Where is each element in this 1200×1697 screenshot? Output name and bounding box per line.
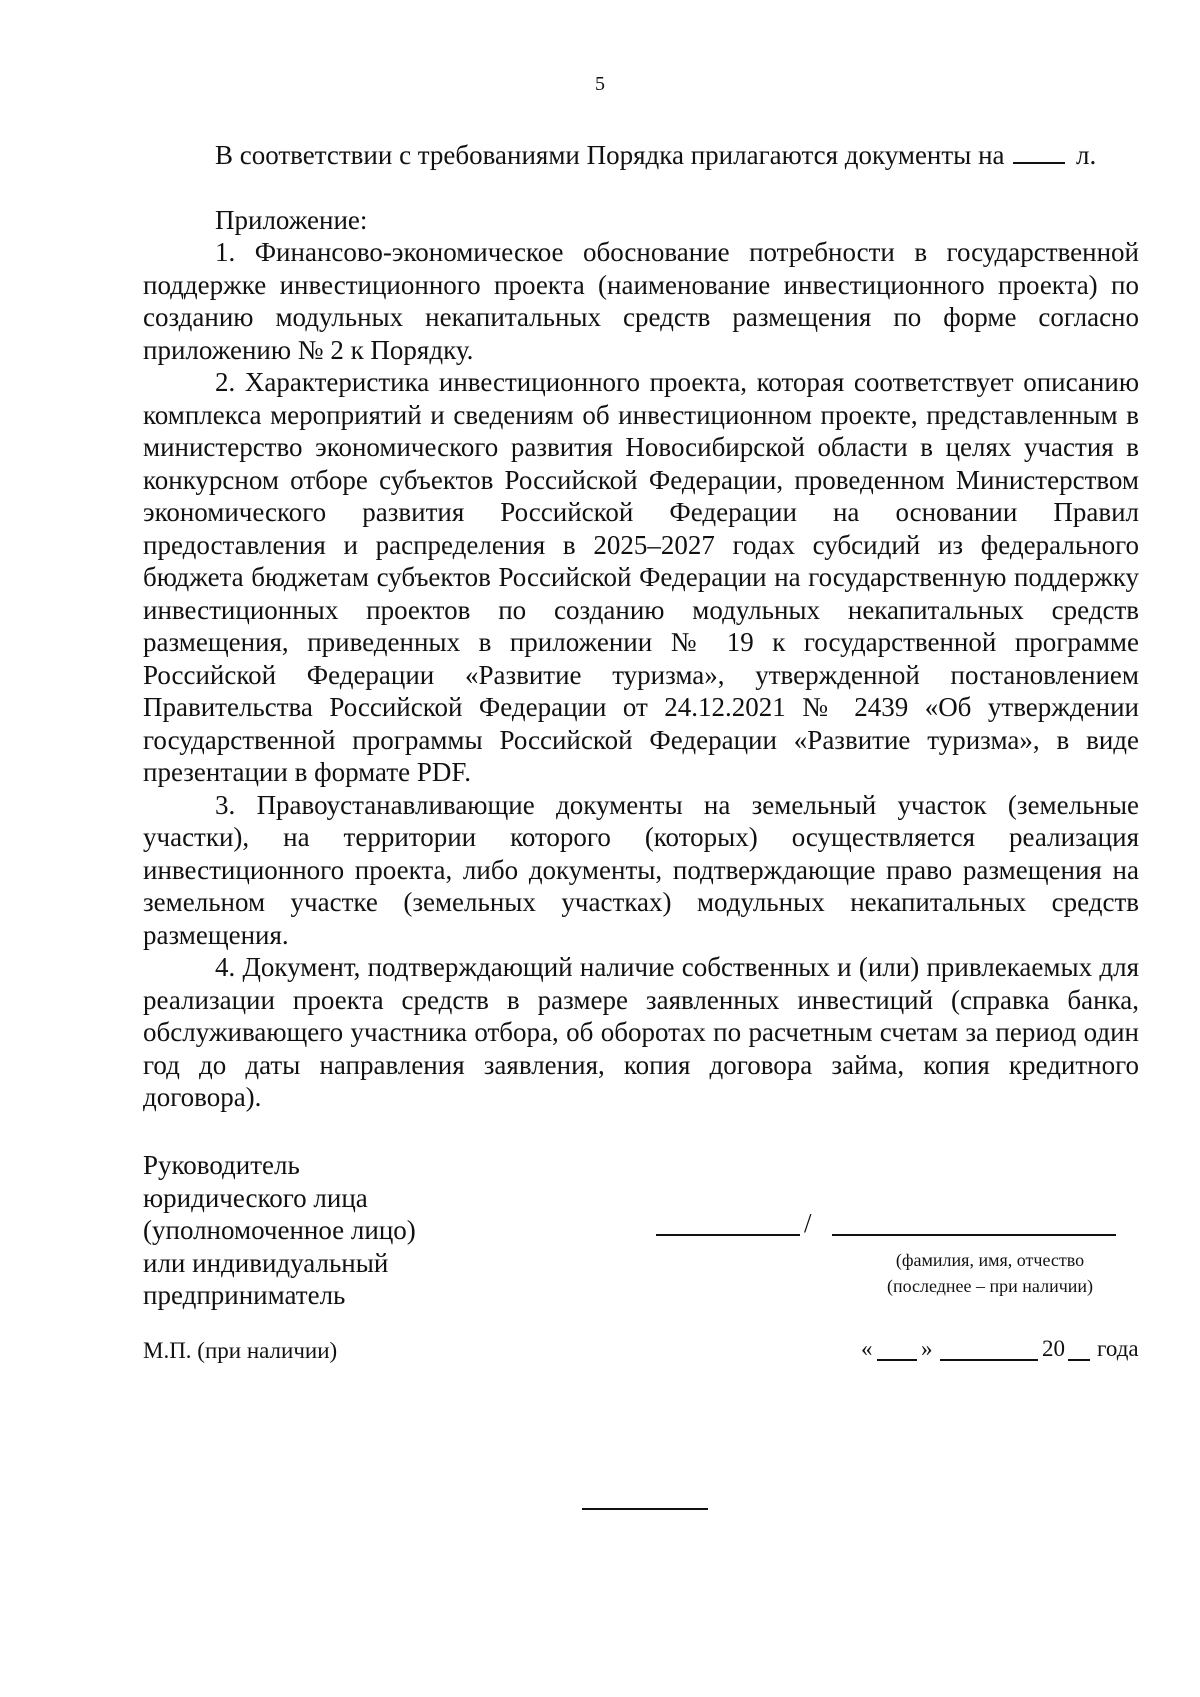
intro-text: В соответствии с требованиями Порядка прилагаются документы на bbox=[215, 140, 1005, 170]
appendix-item-1: 1. Финансово-экономическое обоснование потребности в государственной поддержке инвестиционного проекта (наименование инвестиционного проекта) по созданию модульных некапитальных средств размещения по форме согласно приложению № 2 к Порядку. bbox=[143, 237, 1139, 365]
document-body bbox=[143, 139, 1139, 1114]
full-name-blank bbox=[832, 1234, 1116, 1236]
signer-title bbox=[143, 1149, 443, 1312]
full-name-caption-line2: (последнее – при наличии) bbox=[886, 1276, 1094, 1296]
signer-line: юридического лица bbox=[143, 1182, 368, 1213]
date-year-suffix: года bbox=[1097, 1336, 1139, 1361]
signer-line: Руководитель bbox=[143, 1150, 300, 1180]
intro-suffix: л. bbox=[1076, 140, 1097, 170]
date-year-blank bbox=[1068, 1359, 1090, 1361]
appendix-item-3: 3. Правоустанавливающие документы на земельный участок (земельные участки), на территории которого (которых) осуществляется реализация инвестиционного проекта, либо документы, подтверждающие право размещения на земельном участке (земельных участках) модульных некапитальных средств размещения. bbox=[143, 789, 1139, 950]
date-close-quote: » bbox=[921, 1336, 933, 1361]
signature-slash: / bbox=[804, 1208, 812, 1238]
signature-blank bbox=[656, 1234, 800, 1236]
appendix-heading: Приложение: bbox=[215, 204, 368, 235]
page-number: 5 bbox=[595, 73, 605, 95]
date-day-blank bbox=[877, 1359, 917, 1361]
signer-line: (уполномоченное лицо) bbox=[143, 1215, 416, 1245]
date-month-blank bbox=[940, 1359, 1038, 1361]
full-name-caption-line1: (фамилия, имя, отчество bbox=[895, 1250, 1085, 1270]
date-open-quote: « bbox=[861, 1336, 873, 1361]
intro-paragraph bbox=[143, 139, 1139, 172]
appendix-item-2: 2. Характеристика инвестиционного проекта, которая соответствует описанию комплекса мероприятий и сведениям об инвестиционном проекте, представленным в министерство экономического развития Новосибирской области в целях участия в конкурсном отборе субъектов Российской Федерации, проведенном Министерством экономического развития Российской Федерации на основании Правил предоставления и распределения в 2025–2027 годах субсидий из федерального бюджета бюджетам субъектов Российской Федерации на государственную поддержку инвестиционных проектов по созданию модульных некапитальных средств размещения, приведенных в приложении № 19 к государственной программе Российской Федерации «Развитие туризма», утвержденной постановлением Правительства Российской Федерации от 24.12.2021 № 2439 «Об утверждении государственной программы Российской Федерации «Развитие туризма», в виде презентации в формате PDF. bbox=[143, 367, 1139, 787]
date-year-prefix: 20 bbox=[1042, 1336, 1065, 1361]
appendix-item-4: 4. Документ, подтверждающий наличие собственных и (или) привлекаемых для реализации проекта средств в размере заявленных инвестиций (справка банка, обслуживающего участника отбора, об оборотах по расчетным счетам за период один год до даты направления заявления, копия договора займа, копия кредитного договора). bbox=[143, 952, 1139, 1112]
signer-line: предприниматель bbox=[143, 1280, 346, 1310]
stamp-label: М.П. (при наличии) bbox=[143, 1338, 338, 1363]
pages-count-blank bbox=[1013, 140, 1065, 164]
signer-line: или индивидуальный bbox=[143, 1247, 389, 1278]
document-end-line bbox=[582, 1508, 708, 1510]
